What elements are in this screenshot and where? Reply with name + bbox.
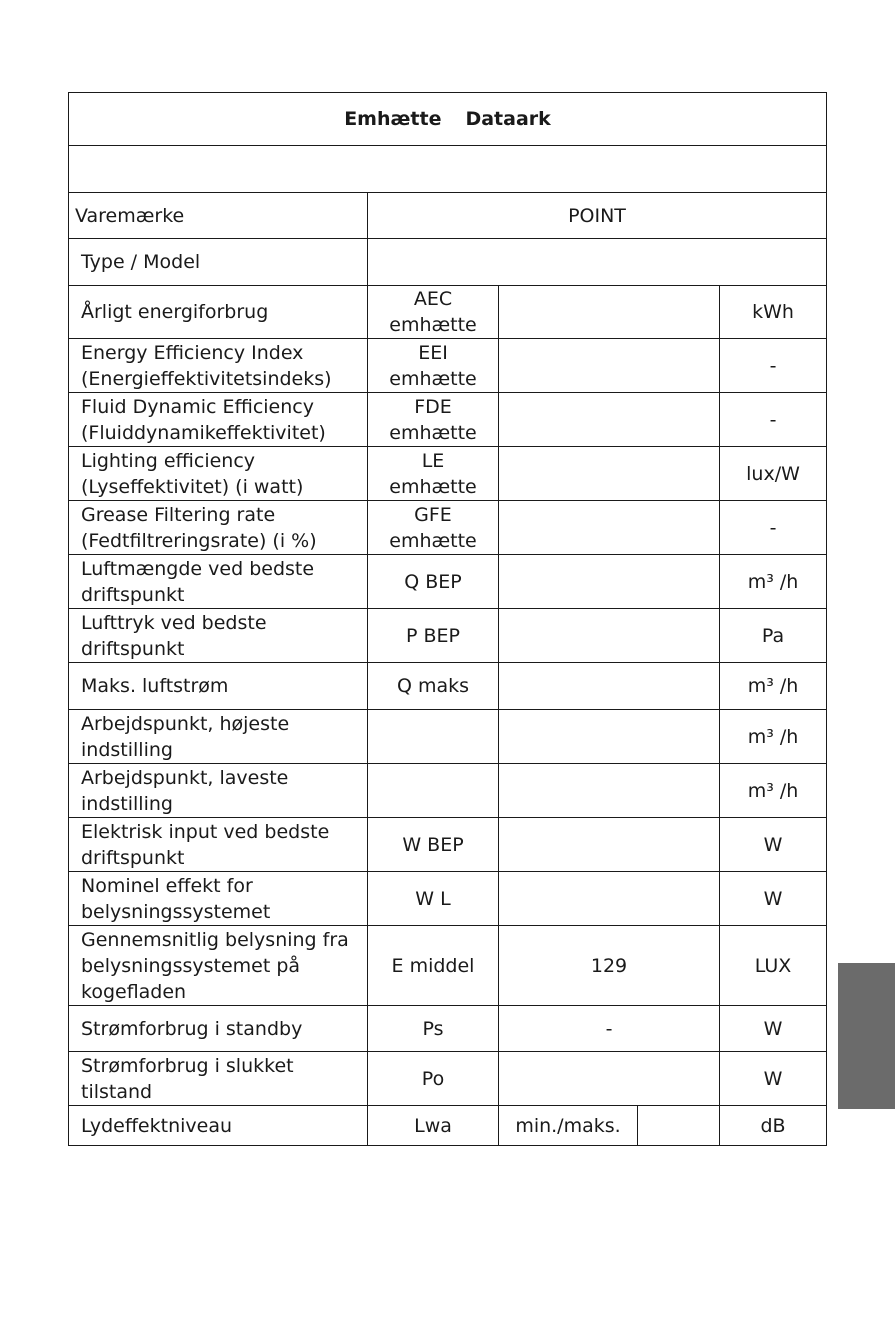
spec-value <box>499 818 720 872</box>
spec-row <box>69 339 827 393</box>
spec-label: Årligt energiforbrug <box>69 286 368 339</box>
spec-row <box>69 764 827 818</box>
spec-value <box>499 393 720 447</box>
spec-symbol: Q BEP <box>368 555 499 609</box>
brand-label: Varemærke <box>69 193 368 239</box>
spec-label: Grease Filtering rate (Fedtfiltreringsrate) (i %) <box>69 501 368 555</box>
spec-row <box>69 447 827 501</box>
spec-label: Fluid Dynamic Efficiency (Fluiddynamikeffektivitet) <box>69 393 368 447</box>
sheet-title <box>69 93 827 146</box>
spec-row <box>69 710 827 764</box>
spec-unit: lux/W <box>720 447 827 501</box>
spec-label: Lighting efficiency (Lyseffektivitet) (i watt) <box>69 447 368 501</box>
spec-symbol: EEI emhætte <box>368 339 499 393</box>
spec-unit: W <box>720 1006 827 1052</box>
spec-label: Energy Efficiency Index (Energieffektivitetsindeks) <box>69 339 368 393</box>
spec-label: Elektrisk input ved bedste driftspunkt <box>69 818 368 872</box>
spec-unit: m³ /h <box>720 663 827 710</box>
spec-symbol: E middel <box>368 926 499 1006</box>
spec-symbol: Ps <box>368 1006 499 1052</box>
spec-symbol: W BEP <box>368 818 499 872</box>
spec-symbol: AEC emhætte <box>368 286 499 339</box>
spec-value <box>499 286 720 339</box>
spec-value: 129 <box>499 926 720 1006</box>
spec-value <box>499 339 720 393</box>
spec-symbol: P BEP <box>368 609 499 663</box>
spec-label: Nominel effekt for belysningssystemet <box>69 872 368 926</box>
spec-value <box>499 447 720 501</box>
spec-unit: kWh <box>720 286 827 339</box>
spec-unit: Pa <box>720 609 827 663</box>
datasheet-table <box>68 92 827 1146</box>
spec-row <box>69 926 827 1006</box>
spec-unit: m³ /h <box>720 764 827 818</box>
model-value <box>368 239 827 286</box>
spec-value <box>499 555 720 609</box>
spec-unit: W <box>720 872 827 926</box>
spec-value: - <box>499 1006 720 1052</box>
blank-row <box>69 146 827 193</box>
spec-row <box>69 555 827 609</box>
sound-symbol: Lwa <box>368 1106 499 1146</box>
spec-unit: - <box>720 501 827 555</box>
spec-unit: W <box>720 1052 827 1106</box>
spec-symbol: FDE emhætte <box>368 393 499 447</box>
sound-sub-label: min./maks. <box>499 1106 638 1146</box>
spec-symbol: Q maks <box>368 663 499 710</box>
spec-row <box>69 609 827 663</box>
spec-symbol <box>368 710 499 764</box>
spec-label: Luftmængde ved bedste driftspunkt <box>69 555 368 609</box>
title-sheet: Dataark <box>465 108 551 130</box>
spec-label: Maks. luftstrøm <box>69 663 368 710</box>
spec-symbol: W L <box>368 872 499 926</box>
spec-symbol <box>368 764 499 818</box>
spec-row <box>69 393 827 447</box>
model-label: Type / Model <box>69 239 368 286</box>
spec-row <box>69 501 827 555</box>
spec-symbol: LE emhætte <box>368 447 499 501</box>
spec-value <box>499 609 720 663</box>
spec-label: Strømforbrug i slukket tilstand <box>69 1052 368 1106</box>
spec-unit: m³ /h <box>720 555 827 609</box>
spec-row <box>69 1006 827 1052</box>
brand-value: POINT <box>368 193 827 239</box>
spec-label: Arbejdspunkt, højeste indstilling <box>69 710 368 764</box>
spec-row <box>69 872 827 926</box>
spec-value <box>499 764 720 818</box>
spec-row <box>69 818 827 872</box>
spec-row <box>69 286 827 339</box>
spec-label: Lufttryk ved bedste driftspunkt <box>69 609 368 663</box>
spec-value <box>499 872 720 926</box>
side-tab-marker <box>838 963 895 1109</box>
sound-unit: dB <box>720 1106 827 1146</box>
spec-row <box>69 663 827 710</box>
spec-value <box>499 1052 720 1106</box>
spec-value <box>499 501 720 555</box>
spec-unit: - <box>720 393 827 447</box>
sound-label: Lydeffektniveau <box>69 1106 368 1146</box>
spec-value <box>499 663 720 710</box>
spec-unit: W <box>720 818 827 872</box>
spec-label: Arbejdspunkt, laveste indstilling <box>69 764 368 818</box>
sound-value <box>638 1106 720 1146</box>
spec-unit: - <box>720 339 827 393</box>
spec-symbol: Po <box>368 1052 499 1106</box>
spec-unit: LUX <box>720 926 827 1006</box>
spec-unit: m³ /h <box>720 710 827 764</box>
spec-symbol: GFE emhætte <box>368 501 499 555</box>
spec-row <box>69 1052 827 1106</box>
spec-label: Strømforbrug i standby <box>69 1006 368 1052</box>
spec-value <box>499 710 720 764</box>
title-product: Emhætte <box>344 108 442 130</box>
spec-label: Gennemsnitlig belysning fra belysningssystemet på kogefladen <box>69 926 368 1006</box>
